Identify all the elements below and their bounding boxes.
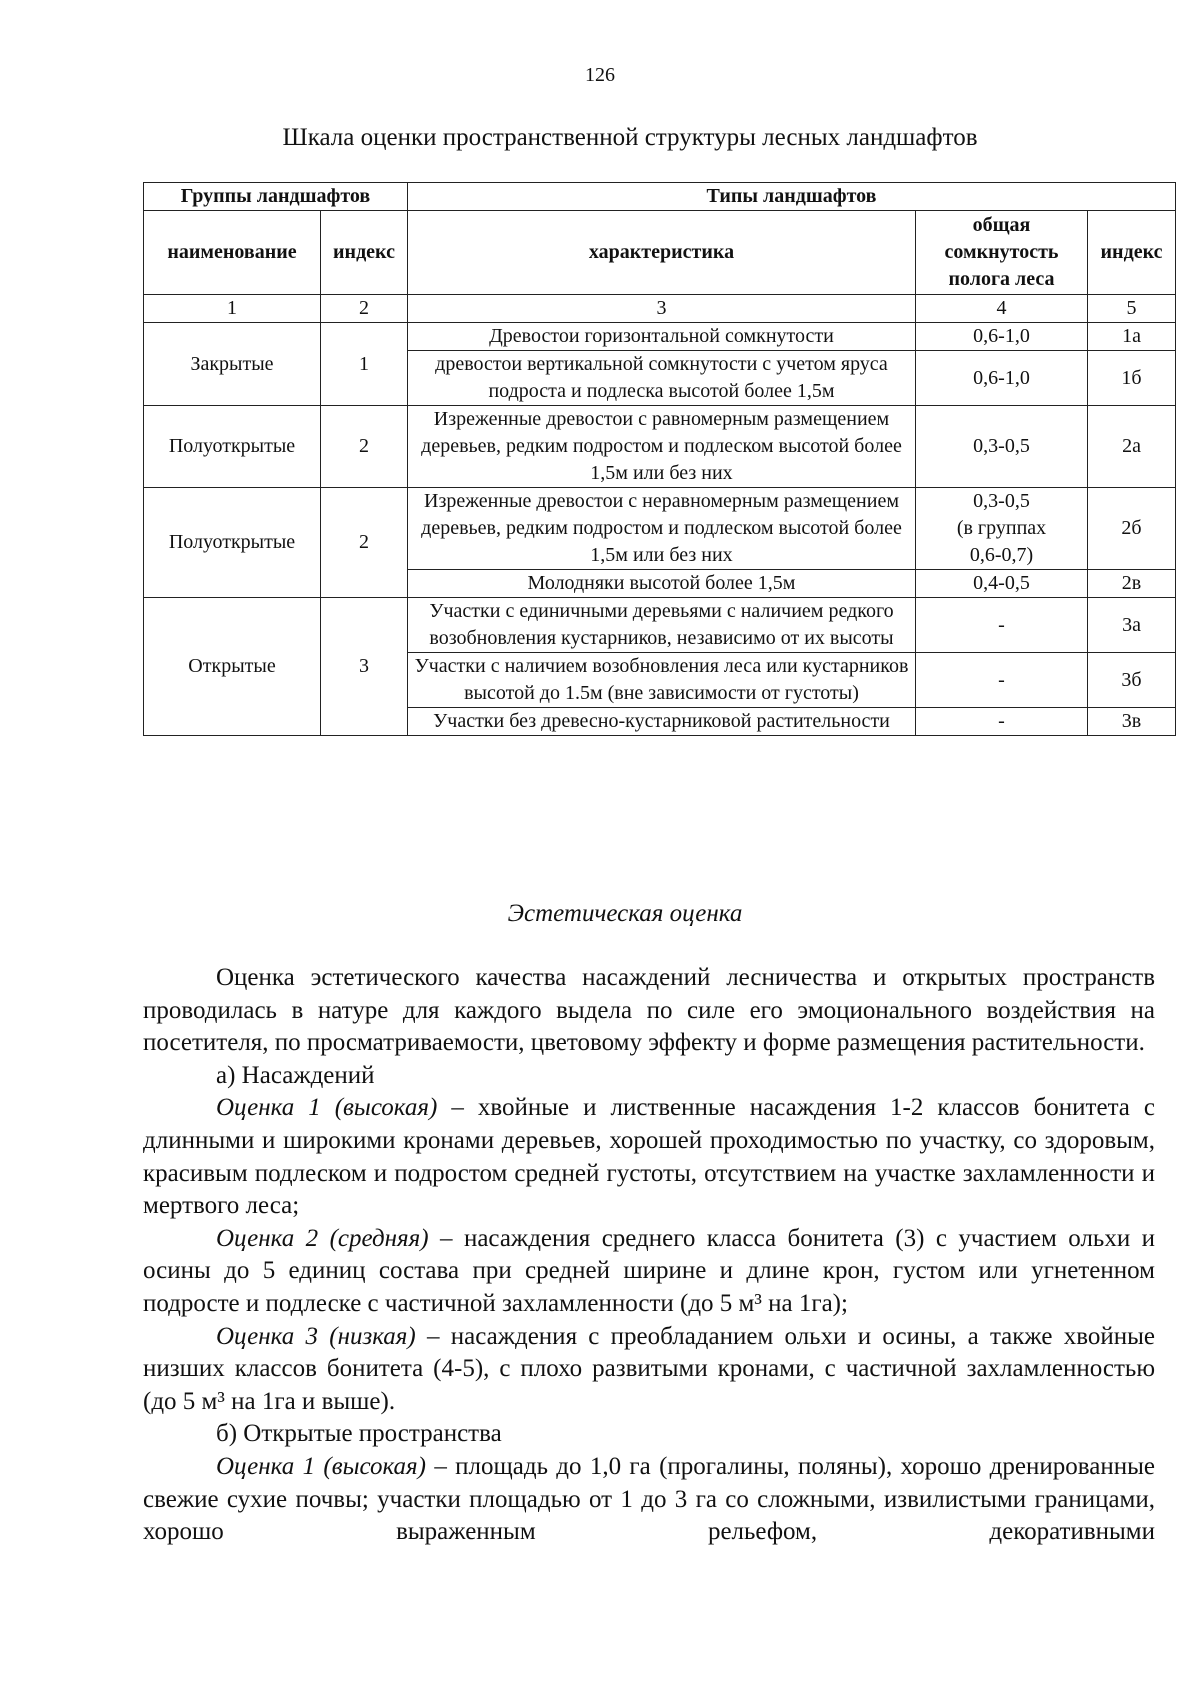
column-number: 3 [408, 295, 916, 323]
characteristic-cell: древостои вертикальной сомкнутости с учетом яруса подроста и подлеска высотой более 1,5м [408, 351, 916, 406]
group-name: Закрытые [144, 323, 321, 406]
type-index-cell: 3а [1088, 598, 1176, 653]
header-canopy-density: общая сомкнутость полога леса [916, 211, 1088, 295]
characteristic-cell: Молодняки высотой более 1,5м [408, 570, 916, 598]
group-index: 1 [321, 323, 408, 406]
table-row [144, 406, 1176, 488]
table-header-row-1 [144, 183, 1176, 211]
column-number: 2 [321, 295, 408, 323]
density-cell: 0,6-1,0 [916, 323, 1088, 351]
rating-paragraph [143, 1321, 1155, 1419]
table-row [144, 488, 1176, 570]
header-characteristic: характеристика [408, 211, 916, 295]
rating-label: Оценка 3 (низкая) [216, 1322, 416, 1350]
rating-paragraph [143, 1092, 1155, 1222]
characteristic-cell: Участки с единичными деревьями с наличием редкого возобновления кустарников, независимо от их высоты [408, 598, 916, 653]
group-name: Полуоткрытые [144, 406, 321, 488]
header-landscape-groups: Группы ландшафтов [144, 183, 408, 211]
header-name: наименование [144, 211, 321, 295]
rating-label: Оценка 1 (высокая) [216, 1452, 426, 1480]
type-index-cell: 2а [1088, 406, 1176, 488]
type-index-cell: 2б [1088, 488, 1176, 570]
intro-paragraph: Оценка эстетического качества насаждений лесничества и открытых пространств проводилась в натуре для каждого выдела по силе его эмоционального воздействия на посетителя, по просматриваемости, цветовому эффекту и форме размещения растительности. [143, 964, 1155, 1057]
density-note-value: 0,6-0,7) [969, 544, 1034, 566]
density-cell: - [916, 598, 1088, 653]
rating-text: – насаждения среднего класса бонитета (3) с участием ольхи и осины до 5 единиц состава при средней ширине и длине крон, густом или угнетенном подросте и подлеске с частичной захламленности (до 5 м³ на 1га); [143, 1224, 1155, 1317]
density-value: 0,3-0,5 [973, 490, 1030, 512]
subsection-heading: а) Насаждений [216, 1061, 375, 1089]
rating-text: – хвойные и лиственные насаждения 1-2 классов бонитета с длинными и широкими кронами деревьев, хорошей проходимостью по участку, со здоровым, красивым подлеском и подростом средней густоты, отсутствием на участке захламленности и мертвого леса; [143, 1094, 1155, 1220]
type-index-cell: 3в [1088, 708, 1176, 736]
column-number: 5 [1088, 295, 1176, 323]
subsection-heading: б) Открытые пространства [216, 1420, 502, 1448]
group-index: 2 [321, 488, 408, 598]
rating-text: – площадь до 1,0 га (прогалины, поляны), хорошо дренированные свежие сухие почвы; участки площадью от 1 до 3 га со сложными, извилистыми границами, хорошо выраженным рельефом, декоративными [143, 1452, 1155, 1546]
header-type-index: индекс [1088, 211, 1176, 295]
density-cell: - [916, 653, 1088, 708]
density-cell: 0,3-0,5 [916, 406, 1088, 488]
density-cell: - [916, 708, 1088, 736]
group-name: Полуоткрытые [144, 488, 321, 598]
rating-text: – насаждения с преобладанием ольхи и осины, а также хвойные низших классов бонитета (4-5), с плохо развитыми кронами, с частичной захламленностью (до 5 м³ на 1га и выше). [143, 1322, 1155, 1415]
density-cell: 0,6-1,0 [916, 351, 1088, 406]
rating-label: Оценка 2 (средняя) [216, 1224, 429, 1252]
characteristic-cell: Древостои горизонтальной сомкнутости [408, 323, 916, 351]
group-index: 3 [321, 598, 408, 736]
characteristic-cell: Изреженные древостои с неравномерным размещением деревьев, редким подростом и подлеском высотой более 1,5м или без них [408, 488, 916, 570]
type-index-cell: 1а [1088, 323, 1176, 351]
rating-label: Оценка 1 (высокая) [216, 1094, 438, 1122]
characteristic-cell: Участки с наличием возобновления леса или кустарников высотой до 1.5м (вне зависимости от густоты) [408, 653, 916, 708]
group-index: 2 [321, 406, 408, 488]
header-landscape-types: Типы ландшафтов [408, 183, 1176, 211]
body-text [143, 962, 1155, 1549]
density-note: (в группах [956, 517, 1047, 539]
table-row [144, 323, 1176, 351]
density-cell: 0,4-0,5 [916, 570, 1088, 598]
table-row [144, 598, 1176, 653]
column-number-row [144, 295, 1176, 323]
column-number: 1 [144, 295, 321, 323]
characteristic-cell: Участки без древесно-кустарниковой растительности [408, 708, 916, 736]
density-cell [916, 488, 1088, 570]
rating-paragraph [143, 1223, 1155, 1321]
table-header-row-2 [144, 211, 1176, 295]
type-index-cell: 2в [1088, 570, 1176, 598]
landscape-scale-table [143, 182, 1176, 736]
group-name: Открытые [144, 598, 321, 736]
header-index: индекс [321, 211, 408, 295]
type-index-cell: 1б [1088, 351, 1176, 406]
section-title: Эстетическая оценка [507, 900, 743, 927]
characteristic-cell: Изреженные древостои с равномерным размещением деревьев, редким подростом и подлеском высотой более 1,5м или без них [408, 406, 916, 488]
column-number: 4 [916, 295, 1088, 323]
page-number: 126 [585, 64, 615, 86]
rating-paragraph [143, 1451, 1155, 1549]
table-title: Шкала оценки пространственной структуры лесных ландшафтов [282, 124, 978, 151]
type-index-cell: 3б [1088, 653, 1176, 708]
